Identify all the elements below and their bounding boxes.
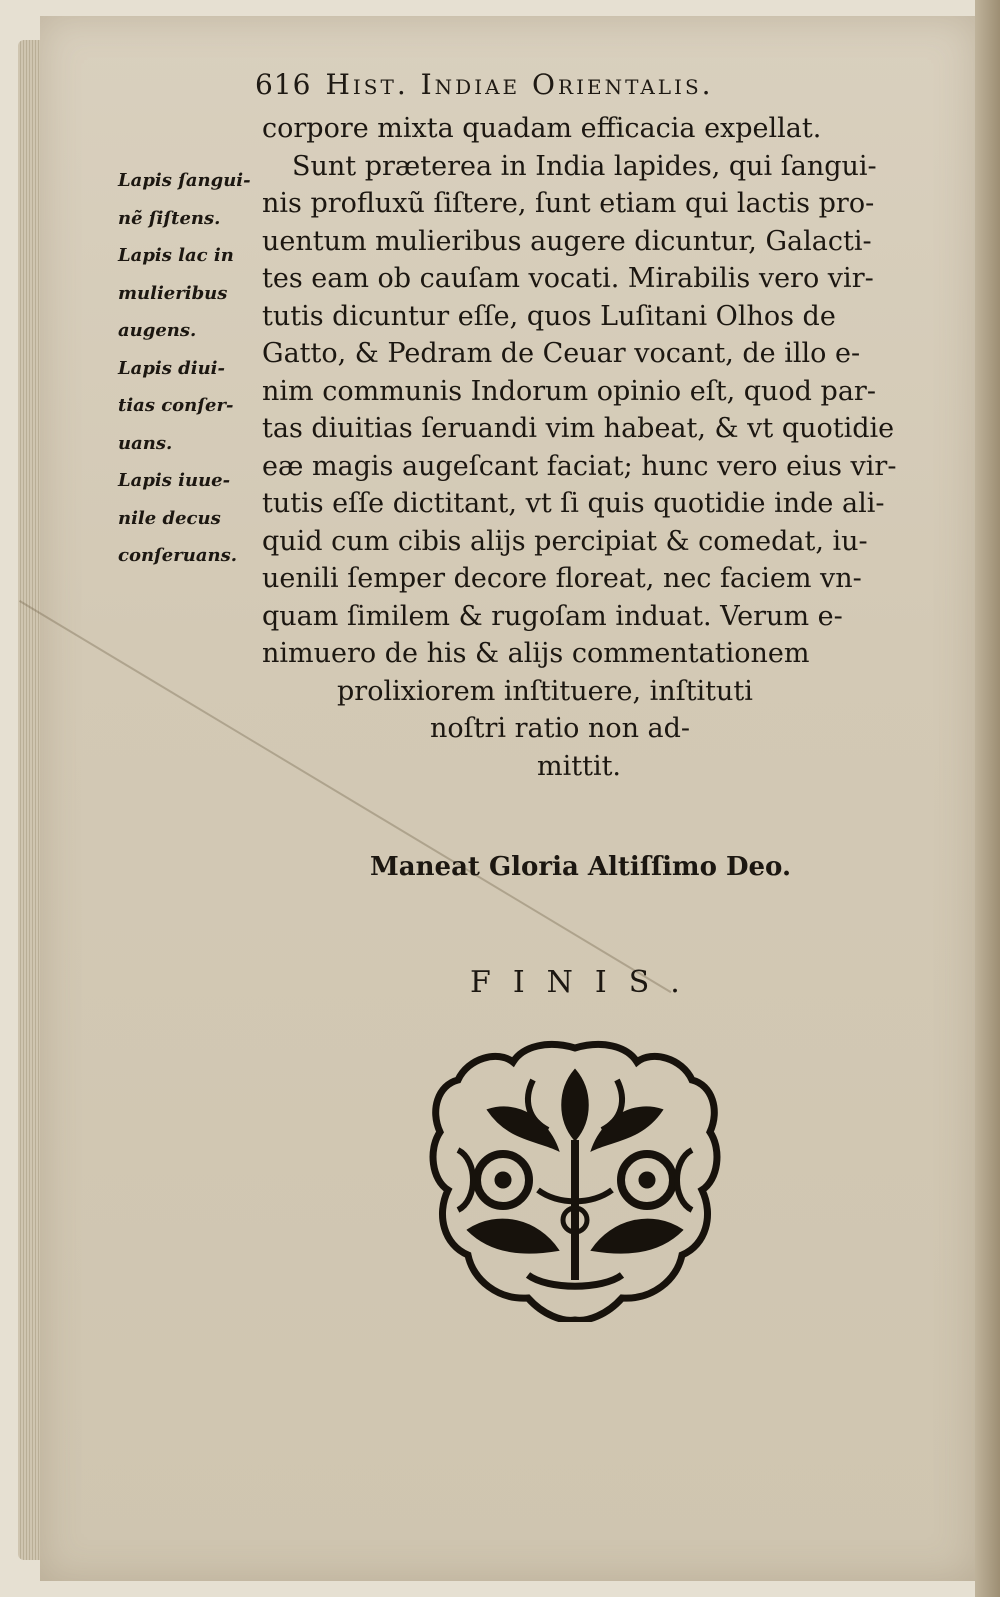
text-line: tes eam ob cauſam vocati. Mirabilis vero vir- [262, 263, 874, 294]
marginal-note-line: mulieribus [118, 282, 228, 304]
text-line: prolixiorem inſtituere, inſtituti [337, 675, 753, 707]
running-title: Hist. Indiae Orientalis. [325, 68, 714, 101]
text-line: Gatto, & Pedram de Ceuar vocant, de illo e- [262, 338, 861, 369]
marginal-note-line: Lapis iuue- [118, 470, 231, 491]
book-binding [975, 0, 1000, 1597]
marginal-note-line: conſeruans. [118, 545, 237, 566]
text-line: nim communis Indorum opinio eſt, quod par- [262, 375, 876, 407]
closing-doxology: Maneat Gloria Altiſſimo Deo. [370, 852, 791, 882]
text-line: tas diuitias ſeruandi vim habeat, & vt quotidie [262, 413, 895, 444]
marginal-note-line: Lapis lac in [118, 245, 234, 266]
finis-mark: FINIS. [470, 965, 702, 1000]
text-line: uentum mulieribus augere dicuntur, Galacti- [262, 225, 872, 257]
marginal-note-line: Lapis diui- [118, 357, 225, 379]
page-number: 616 [255, 68, 312, 101]
text-line: tutis dicuntur eſſe, quos Luſitani Olhos de [262, 300, 836, 332]
text-line: noſtri ratio non ad- [430, 713, 691, 744]
text-line: quid cum cibis alijs percipiat & comedat, iu- [262, 525, 868, 557]
text-line: uenili ſemper decore floreat, nec faciem vn- [262, 563, 862, 594]
marginal-note-line: nẽ ſiſtens. [118, 207, 221, 229]
marginal-note-line: uans. [118, 432, 173, 454]
marginal-note-line: nile decus [118, 507, 221, 529]
marginal-note-line: tias conſer- [118, 395, 234, 416]
text-line: nimuero de his & alijs commentationem [262, 638, 810, 669]
text-line: eæ magis augeſcant faciat; hunc vero eius vir- [262, 450, 897, 482]
text-line: mittit. [537, 750, 622, 782]
text-line: corpore mixta quadam efficacia expellat. [262, 113, 822, 144]
printers-ornament [428, 1040, 723, 1322]
text-line: tutis eſſe dictitant, vt ſi quis quotidie inde ali- [262, 488, 885, 519]
running-header [255, 68, 895, 108]
text-line: Sunt præterea in India lapides, qui ſangui- [292, 150, 877, 182]
text-line: nis profluxũ ſiſtere, ſunt etiam qui lactis pro- [262, 188, 875, 219]
marginal-note-line: augens. [118, 320, 197, 341]
body-text [262, 110, 912, 785]
marginal-notes [118, 162, 258, 575]
marginal-note-line: Lapis ſangui- [118, 170, 251, 191]
text-line: quam ſimilem & rugoſam induat. Verum e- [262, 600, 843, 632]
